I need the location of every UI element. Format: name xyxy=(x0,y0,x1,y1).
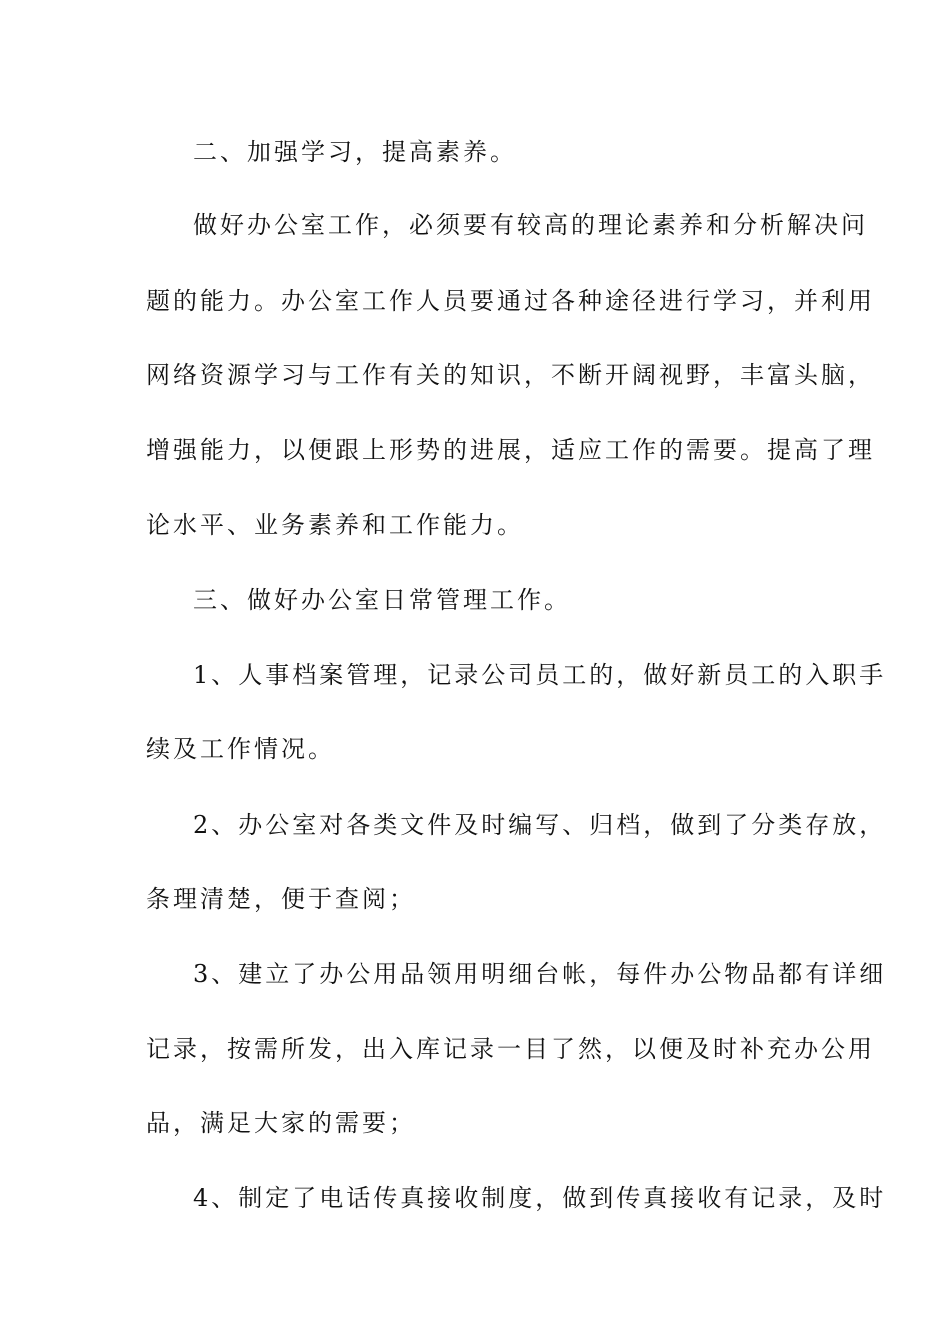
paragraph-line: 做好办公室工作，必须要有较高的理论素养和分析解决问 xyxy=(193,211,868,239)
list-item-3: 3、建立了办公用品领用明细台帐，每件办公物品都有详细 xyxy=(193,960,887,988)
paragraph-line: 论水平、业务素养和工作能力。 xyxy=(146,511,524,539)
section-heading-3: 三、做好办公室日常管理工作。 xyxy=(193,586,571,614)
list-item-3-continued: 记录，按需所发，出入库记录一目了然，以便及时补充办公用 xyxy=(146,1035,875,1063)
list-item-3-continued: 品，满足大家的需要； xyxy=(146,1109,416,1137)
paragraph-line: 网络资源学习与工作有关的知识，不断开阔视野，丰富头脑， xyxy=(146,361,875,389)
list-item-1: 1、人事档案管理，记录公司员工的，做好新员工的入职手 xyxy=(193,661,887,689)
paragraph-line: 题的能力。办公室工作人员要通过各种途径进行学习，并利用 xyxy=(146,287,875,315)
paragraph-line: 增强能力，以便跟上形势的进展，适应工作的需要。提高了理 xyxy=(146,436,875,464)
list-item-4: 4、制定了电话传真接收制度，做到传真接收有记录，及时 xyxy=(193,1184,887,1212)
list-item-1-continued: 续及工作情况。 xyxy=(146,735,335,763)
section-heading-2: 二、加强学习，提高素养。 xyxy=(193,138,517,166)
list-item-2-continued: 条理清楚，便于查阅； xyxy=(146,885,416,913)
list-item-2: 2、办公室对各类文件及时编写、归档，做到了分类存放， xyxy=(193,811,887,839)
